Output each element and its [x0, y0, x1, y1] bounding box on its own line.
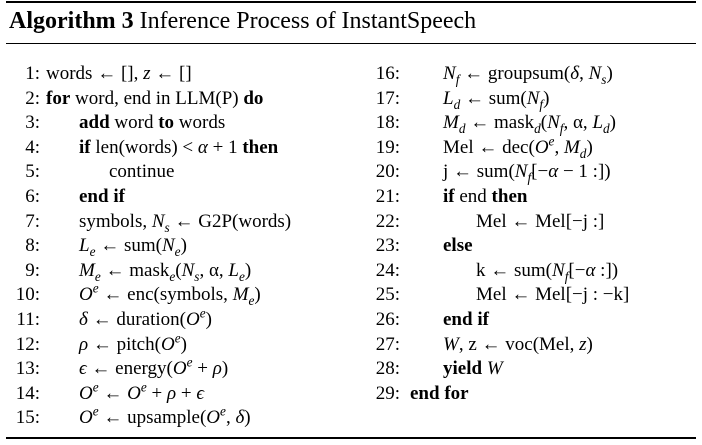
line-number: 18: [375, 112, 400, 134]
code-text: ) [205, 308, 212, 330]
algorithm-line-12 [14, 330, 354, 358]
math-var: W [486, 358, 503, 380]
code-text: k ← sum( [476, 259, 552, 281]
code-text: ← [98, 382, 128, 404]
line-code [46, 234, 187, 259]
math-sup: e [92, 379, 99, 395]
code-text: ) [586, 333, 593, 355]
code-text: word [109, 112, 159, 134]
code-text: ) [609, 112, 616, 134]
line-code [46, 87, 263, 112]
code-text: , z ← voc(Mel, [458, 333, 580, 355]
code-text: ) [244, 259, 252, 281]
code-text: words [174, 112, 226, 134]
line-code [410, 62, 613, 87]
line-number: 17: [375, 87, 400, 109]
code-text: ← sum( [95, 235, 162, 257]
algorithm-line-3 [14, 111, 354, 136]
code-text: , α, [563, 112, 593, 134]
math-sub: s [164, 219, 170, 235]
math-var: M [79, 259, 95, 281]
keyword: for [46, 87, 71, 109]
algorithm-title: Inference Process of InstantSpeech [139, 8, 477, 34]
math-sub: f [564, 268, 569, 284]
line-number: 12: [15, 333, 40, 355]
line-number: 4: [25, 136, 40, 158]
algorithm-line-13 [14, 354, 354, 382]
math-var: N [443, 63, 456, 84]
line-code [46, 403, 251, 431]
math-var: N [588, 63, 602, 84]
algorithm-line-16 [365, 62, 695, 87]
keyword: end if [79, 185, 125, 207]
math-var: O [79, 407, 93, 429]
keyword: yield [443, 358, 483, 380]
line-code [46, 354, 229, 382]
math-var: O [206, 407, 221, 429]
line-number: 16: [375, 63, 400, 84]
code-text: Mel ← Mel[−j : −k] [476, 284, 630, 306]
code-text: ← G2P(words) [169, 210, 292, 232]
algorithm-line-20 [365, 160, 695, 185]
code-text: Mel ← dec( [443, 136, 535, 158]
code-text: ← sum( [460, 87, 527, 109]
math-var: N [181, 259, 195, 281]
algorithm-line-2 [14, 87, 354, 112]
line-number: 24: [375, 259, 400, 281]
line-number: 11: [16, 308, 40, 330]
math-sub: d [534, 120, 541, 136]
code-text: [− [568, 259, 586, 281]
line-code [410, 234, 473, 259]
line-code [410, 382, 469, 407]
code-text: + [192, 358, 213, 380]
code-text: ← energy( [86, 358, 173, 380]
math-var: O [79, 284, 93, 306]
math-var: O [160, 333, 175, 355]
line-code [46, 379, 204, 407]
line-number: 20: [375, 161, 400, 183]
math-sub: d [453, 96, 461, 112]
line-number: 5: [25, 161, 40, 183]
math-sub: e [169, 268, 176, 284]
math-var: O [186, 308, 200, 330]
math-sup: e [92, 281, 99, 297]
code-text: Mel ← Mel[−j :] [476, 210, 605, 232]
math-var: δ [79, 308, 88, 330]
code-text: ← mask [100, 259, 170, 281]
algorithm-line-15 [14, 403, 354, 431]
line-code [46, 283, 261, 308]
code-text: symbols, [79, 210, 152, 232]
line-code [410, 210, 604, 235]
code-text: + [176, 382, 197, 404]
math-var: M [232, 284, 249, 306]
line-code [410, 283, 629, 308]
math-var: O [127, 382, 141, 404]
keyword: if [79, 136, 91, 158]
math-sup: e [174, 330, 181, 346]
code-text: , α, [199, 259, 229, 281]
algorithm-line-18 [365, 111, 695, 136]
line-code [46, 111, 225, 136]
line-number: 2: [25, 87, 40, 109]
algorithm-line-8 [14, 234, 354, 259]
math-var: L [443, 87, 454, 109]
algorithm-line-29 [365, 382, 695, 407]
algorithm-line-26 [365, 308, 695, 333]
algorithm-line-19 [365, 133, 695, 161]
math-sub: f [539, 96, 544, 112]
keyword: add [79, 112, 110, 134]
algorithm-line-10 [14, 283, 354, 308]
code-text: ) [543, 87, 550, 109]
line-code [46, 185, 125, 210]
math-var: z [579, 333, 587, 355]
code-text: len(words) < [90, 136, 198, 158]
code-text: j ← sum( [443, 161, 515, 183]
algorithm-column-left [14, 62, 354, 431]
math-sub: e [174, 243, 181, 259]
algorithm-line-5 [14, 160, 354, 185]
line-code [410, 259, 618, 284]
code-text: ) [180, 333, 187, 355]
code-text: [− [531, 161, 549, 183]
code-text: ) [606, 63, 613, 84]
math-var: O [79, 382, 93, 404]
algorithm-line-28 [365, 357, 695, 382]
line-number: 10: [15, 284, 40, 306]
math-sup: e [186, 354, 193, 370]
code-text: , [554, 136, 564, 158]
line-code [46, 330, 187, 358]
math-var: N [552, 259, 565, 281]
line-number: 28: [375, 358, 400, 380]
math-var: N [161, 235, 175, 257]
math-var: N [547, 112, 560, 134]
line-number: 27: [375, 333, 400, 355]
code-text: − 1 :]) [558, 161, 611, 183]
line-code [46, 259, 251, 284]
line-number: 25: [375, 284, 400, 306]
math-sub: d [579, 145, 587, 161]
math-var: ρ [167, 382, 177, 404]
math-var: ϵ [196, 382, 204, 404]
math-var: N [151, 210, 165, 232]
code-text: , [225, 407, 236, 429]
math-sup: e [548, 133, 555, 149]
math-var: ρ [79, 333, 89, 355]
algorithm-line-22 [365, 210, 695, 235]
code-text: ← groupsum( [459, 63, 571, 84]
algorithm-line-21 [365, 185, 695, 210]
code-text: , [579, 63, 589, 84]
line-number: 26: [375, 308, 400, 330]
algorithm-line-1 [14, 62, 354, 87]
code-text: + [146, 382, 167, 404]
line-number: 6: [25, 185, 40, 207]
math-var: α [197, 136, 208, 158]
line-code [410, 111, 616, 136]
bottom-rule [6, 437, 696, 439]
math-var: N [526, 87, 540, 109]
math-var: W [443, 333, 459, 355]
math-sub: d [603, 120, 610, 136]
algorithm-line-24 [365, 259, 695, 284]
keyword: then [242, 136, 279, 158]
keyword: end for [410, 382, 469, 404]
math-sub: s [601, 71, 607, 87]
line-code [46, 62, 192, 87]
math-sub: e [89, 243, 96, 259]
line-code [410, 333, 593, 358]
line-code [46, 210, 291, 235]
math-sub: f [455, 71, 460, 87]
code-text: ( [540, 112, 548, 134]
algorithm-line-9 [14, 259, 354, 284]
math-sub: d [458, 120, 466, 136]
algorithm-line-6 [14, 185, 354, 210]
code-text: ) [180, 235, 187, 257]
line-number: 23: [375, 235, 400, 257]
code-text: ← enc(symbols, [98, 284, 233, 306]
code-text: ) [586, 136, 593, 158]
keyword: then [491, 185, 528, 207]
line-number: 21: [375, 185, 400, 207]
line-number: 13: [15, 358, 40, 380]
math-sub: s [194, 268, 200, 284]
line-number: 22: [375, 210, 400, 232]
algorithm-line-27 [365, 333, 695, 358]
math-sup: e [140, 379, 147, 395]
code-text: continue [109, 161, 175, 183]
code-text: ← upsample( [98, 407, 207, 429]
math-sup: e [92, 403, 99, 419]
line-code [46, 160, 174, 185]
keyword: to [158, 112, 175, 134]
line-number: 29: [375, 382, 400, 404]
algorithm-line-7 [14, 210, 354, 235]
line-number: 8: [25, 235, 40, 257]
math-sub: e [94, 268, 101, 284]
math-sub: e [248, 293, 255, 309]
algorithm-caption [9, 5, 476, 37]
line-number: 9: [25, 259, 40, 281]
code-text: ← pitch( [88, 333, 161, 355]
math-var: δ [570, 63, 580, 84]
math-var: α [585, 259, 596, 281]
math-var: O [534, 136, 549, 158]
algorithm-label: Algorithm 3 [9, 8, 134, 34]
line-code [46, 305, 212, 333]
math-var: O [172, 358, 187, 380]
code-text: ) [254, 284, 261, 306]
algorithm-column-right [365, 62, 695, 406]
math-var: L [228, 259, 239, 281]
line-number: 7: [25, 210, 40, 232]
math-var: δ [235, 407, 245, 429]
math-var: N [514, 161, 528, 183]
line-number: 15: [15, 407, 40, 429]
code-text: ← [] [150, 63, 192, 84]
math-var: ρ [212, 358, 222, 380]
math-sub: e [239, 268, 245, 284]
code-text: words ← [], [46, 63, 144, 84]
math-sup: e [199, 305, 206, 321]
math-var: z [143, 63, 151, 84]
top-rule [6, 1, 696, 3]
code-text: ← mask [465, 112, 535, 134]
keyword: end if [443, 308, 489, 330]
keyword: if [443, 185, 455, 207]
code-text: word, end in LLM(P) [70, 87, 244, 109]
algorithm-line-4 [14, 136, 354, 161]
math-var: α [548, 161, 559, 183]
algorithm-line-25 [365, 283, 695, 308]
math-var: L [592, 112, 604, 134]
line-number: 19: [375, 136, 400, 158]
math-sub: f [527, 170, 532, 186]
line-code [410, 87, 549, 112]
line-code [410, 308, 489, 333]
line-number: 1: [25, 63, 40, 84]
header-rule [6, 43, 696, 44]
code-text: ) [244, 407, 251, 429]
line-code [410, 160, 611, 185]
line-code [46, 136, 278, 161]
keyword: else [443, 235, 473, 257]
code-text: :]) [595, 259, 619, 281]
math-var: M [563, 136, 580, 158]
algorithm-line-14 [14, 379, 354, 407]
code-text: + 1 [207, 136, 243, 158]
line-code [410, 133, 593, 161]
algorithm-line-11 [14, 305, 354, 333]
algorithm-line-17 [365, 87, 695, 112]
line-code [410, 185, 527, 210]
code-text: ( [175, 259, 182, 281]
code-text: end [454, 185, 492, 207]
algorithm-line-23 [365, 234, 695, 259]
code-text: ← duration( [87, 308, 186, 330]
line-number: 3: [25, 112, 40, 134]
code-text: ) [221, 358, 229, 380]
line-code [410, 357, 503, 382]
math-var: L [79, 235, 90, 257]
line-number: 14: [15, 382, 40, 404]
math-sub: f [559, 120, 564, 136]
math-sup: e [220, 403, 226, 419]
math-var: ϵ [79, 358, 87, 380]
keyword: do [243, 87, 264, 109]
math-var: M [443, 112, 459, 134]
